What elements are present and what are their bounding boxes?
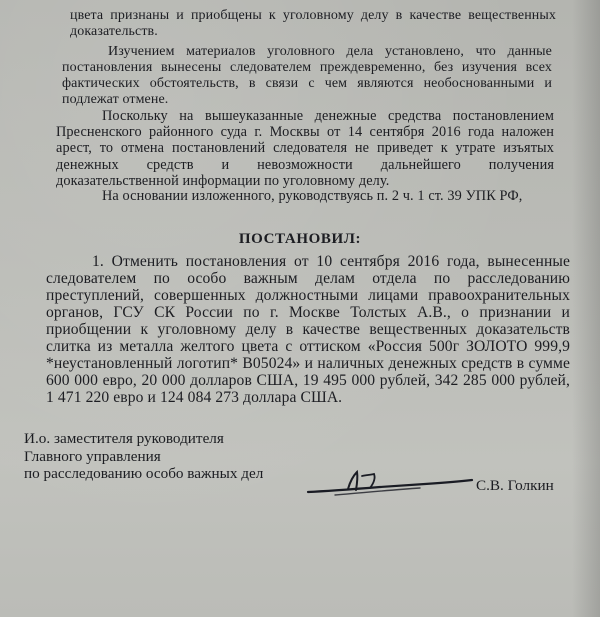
handwritten-signature [300, 462, 480, 502]
paragraph-arrest: Поскольку на вышеуказанные денежные средства постановлением Пресненского районного суда г. Москвы от 14 сентября 2016 года наложен арест, то отмена постановлений следователя не приведет к утрате изъятых денежных средств и невозможности дальнейшего получения доказательственной информации по уголовному делу. [56, 108, 554, 189]
position-line-3: по расследованию особо важных дел [24, 465, 264, 482]
signer-name: С.В. Голкин [476, 477, 554, 494]
page-edge-shadow [572, 0, 600, 617]
resolution-item-1: 1. Отменить постановления от 10 сентября 2016 года, вынесенные следователем по особо важным делам отдела по расследованию преступлений, совершенных должностными лицами правоохранительных органов, ГСУ СК России по г. Москве Толстых А.В., о признании и приобщении к уголовному делу в качестве вещественных доказательств слитка из металла желтого цвета с оттиском «Россия 500г ЗОЛОТО 999,9 *неустановленный логотип* В05024» и наличных денежных средств в сумме 600 000 евро, 20 000 долларов США, 19 495 000 рублей, 342 285 000 рублей, 1 471 220 евро и 124 084 273 доллара США. [46, 253, 570, 406]
position-line-2: Главного управления [24, 447, 161, 465]
signatory-position [24, 430, 263, 483]
paragraph-legal-basis: На основании изложенного, руководствуясь п. 2 ч. 1 ст. 39 УПК РФ, [102, 188, 523, 204]
paragraph-findings: Изучением материалов уголовного дела установлено, что данные постановления вынесены следователем преждевременно, без изучения всех фактических обстоятельств, в связи с чем являются необоснованными и подлежат отмене. [62, 44, 552, 107]
position-line-1: И.о. заместителя руководителя [24, 430, 224, 447]
resolution-heading: ПОСТАНОВИЛ: [238, 231, 362, 247]
paragraph-continued: цвета признаны и приобщены к уголовному делу в качестве вещественных доказательств. [70, 8, 556, 39]
